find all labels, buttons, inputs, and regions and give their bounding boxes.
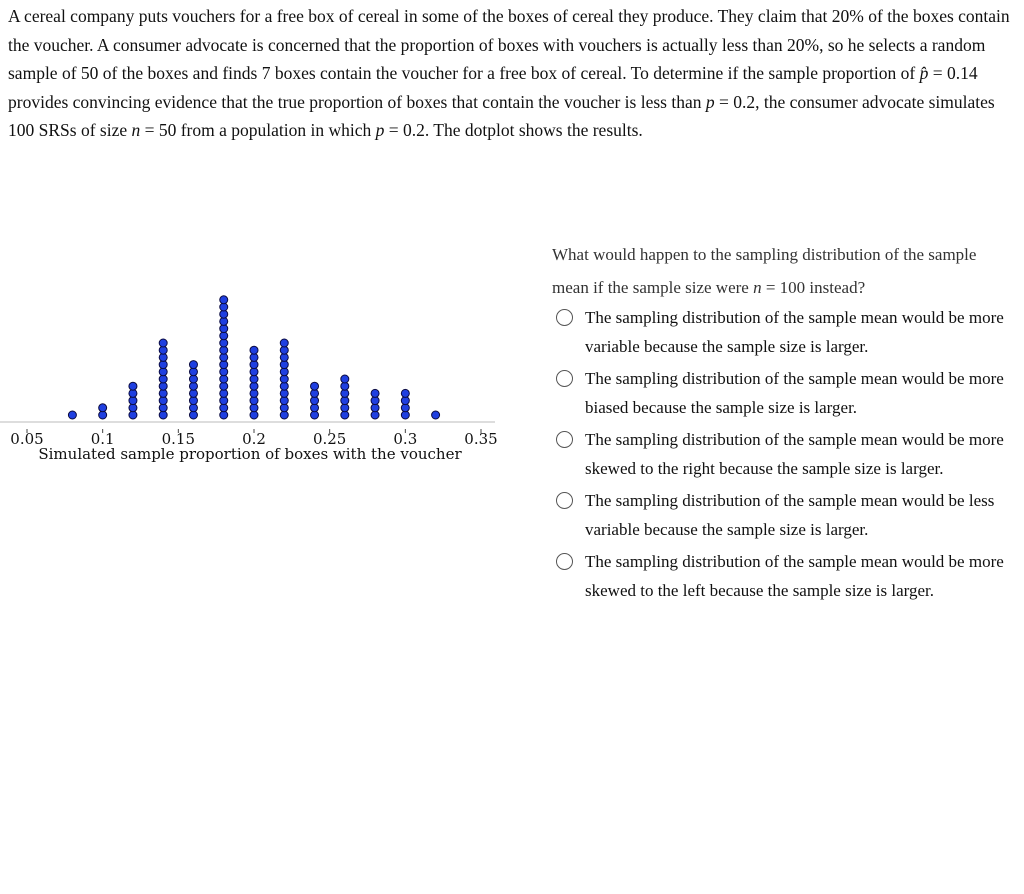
- question-text-2: = 100 instead?: [761, 278, 866, 297]
- problem-statement: [8, 2, 1018, 145]
- answer-option-1[interactable]: [556, 304, 1016, 361]
- p-symbol: p: [705, 91, 715, 112]
- radio-button-icon[interactable]: [556, 553, 573, 570]
- p-hat-symbol: p̂: [919, 63, 929, 84]
- problem-text-3: = 0.2, the consumer advocate simulates 100 SRSs of size: [8, 91, 995, 141]
- dot-series: [68, 296, 439, 419]
- data-dot: [220, 296, 228, 304]
- data-dot: [189, 361, 197, 369]
- x-tick-label: 0.05: [10, 430, 44, 448]
- answer-options: [556, 304, 1016, 609]
- data-dot: [99, 404, 107, 412]
- data-dot: [311, 382, 319, 390]
- answer-option-label: The sampling distribution of the sample mean would be more variable because the sample size is larger.: [585, 308, 1004, 356]
- answer-option-label: The sampling distribution of the sample mean would be more skewed to the right because the sample size is larger.: [585, 430, 1004, 478]
- problem-text-2: = 0.14 provides convincing evidence that the true proportion of boxes that contain the voucher is less than: [8, 63, 978, 112]
- x-tick-label: 0.2: [242, 430, 266, 448]
- data-dot: [432, 411, 440, 419]
- data-dot: [371, 389, 379, 397]
- dotplot-chart: [0, 200, 520, 475]
- data-dot: [341, 375, 349, 383]
- p-symbol-2: p: [375, 120, 385, 141]
- data-dot: [401, 389, 409, 397]
- radio-button-icon[interactable]: [556, 492, 573, 509]
- answer-option-3[interactable]: [556, 426, 1016, 483]
- radio-button-icon[interactable]: [556, 309, 573, 326]
- answer-option-5[interactable]: [556, 548, 1016, 605]
- n-symbol: n: [131, 120, 141, 141]
- answer-option-label: The sampling distribution of the sample mean would be more skewed to the left because the sample size is larger.: [585, 552, 1004, 600]
- data-dot: [159, 339, 167, 347]
- problem-text-4: = 50 from a population in which: [140, 120, 376, 141]
- data-dot: [250, 346, 258, 354]
- answer-option-2[interactable]: [556, 365, 1016, 422]
- question-text-1: What would happen to the sampling distribution of the sample mean if the sample size were: [552, 245, 977, 297]
- data-dot: [280, 339, 288, 347]
- x-tick-label: 0.1: [90, 430, 115, 448]
- answer-option-label: The sampling distribution of the sample mean would be less variable because the sample size is larger.: [585, 491, 995, 539]
- x-tick-label: 0.35: [464, 430, 498, 448]
- problem-text-1: A cereal company puts vouchers for a free box of cereal in some of the boxes of cereal they produce. They claim that 20% of the boxes contain the voucher. A consumer advocate is concerned that the proportion of boxes with vouchers is actually less than 20%, so he selects a random sample of 50 of the boxes and finds 7 boxes contain the voucher for a free box of cereal. To determine if the sample proportion of: [8, 6, 1010, 84]
- x-axis-label: Simulated sample proportion of boxes with the voucher: [38, 445, 462, 463]
- radio-button-icon[interactable]: [556, 370, 573, 387]
- x-tick-label: 0.3: [393, 430, 418, 448]
- answer-option-4[interactable]: [556, 487, 1016, 544]
- answer-option-label: The sampling distribution of the sample mean would be more biased because the sample size is larger.: [585, 369, 1004, 417]
- problem-text-5: = 0.2. The dotplot shows the results.: [384, 120, 643, 141]
- x-tick-label: 0.25: [312, 430, 347, 448]
- question-prompt: [552, 238, 1002, 304]
- data-dot: [129, 382, 137, 390]
- question-n-symbol: n: [753, 278, 762, 297]
- data-dot: [68, 411, 76, 419]
- x-tick-label: 0.15: [161, 430, 196, 448]
- radio-button-icon[interactable]: [556, 431, 573, 448]
